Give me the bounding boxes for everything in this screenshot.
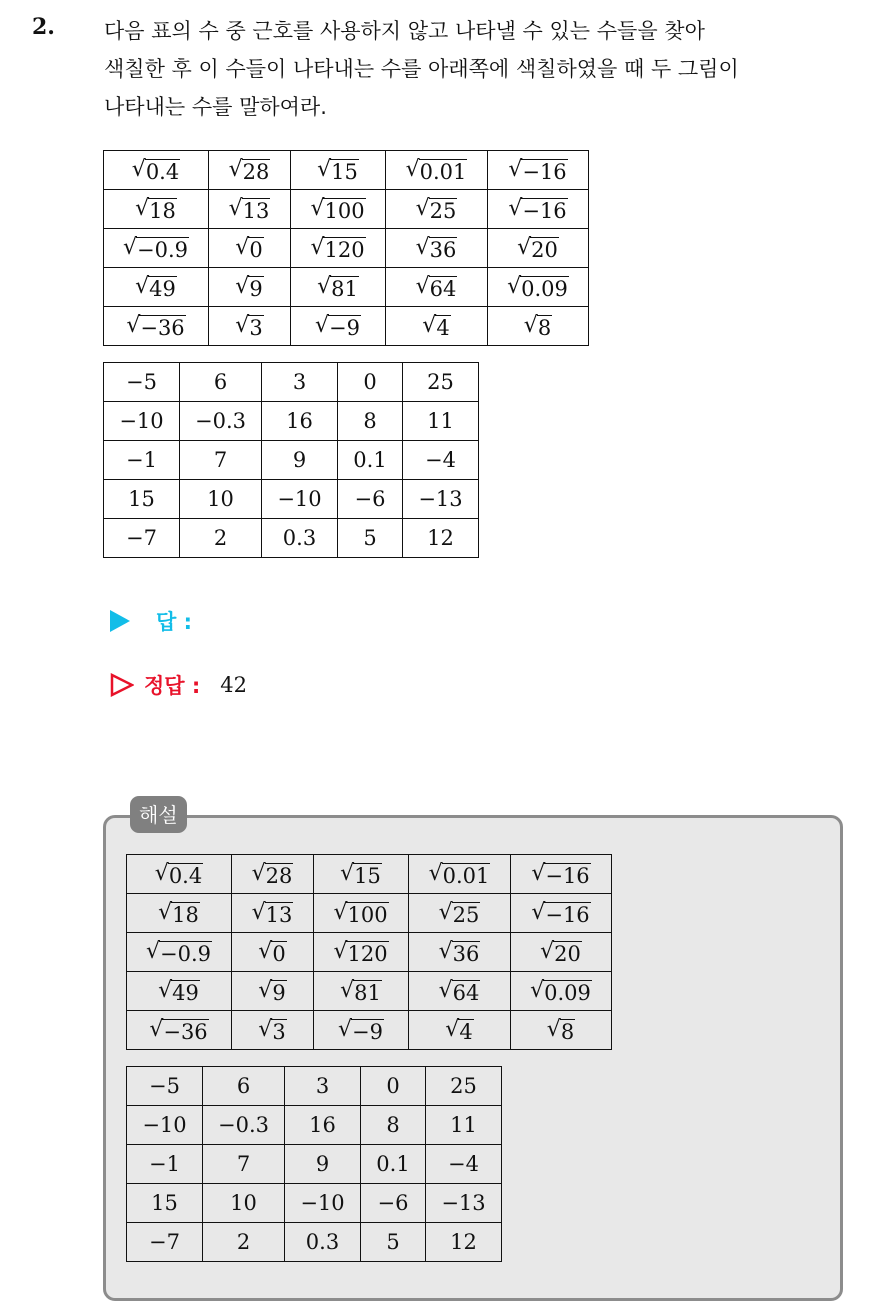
- table-cell: [209, 268, 291, 307]
- radical-sign-icon: √: [517, 234, 532, 260]
- radical-sign-icon: √: [523, 312, 538, 338]
- sqrt-expression: [415, 234, 458, 262]
- table-row: [127, 1011, 612, 1050]
- table-cell: 2: [203, 1223, 285, 1262]
- sqrt-expression: [508, 156, 567, 184]
- table-cell: 0.3: [262, 519, 338, 558]
- sqrt-expression: [310, 195, 365, 223]
- sqrt-expression: [415, 273, 458, 301]
- table-cell: [291, 151, 386, 190]
- sqrt-expression: [531, 899, 590, 927]
- radical-sign-icon: √: [546, 1016, 561, 1042]
- table-cell: 2: [180, 519, 262, 558]
- question-line: 색칠한 후 이 수들이 나타내는 수를 아래쪽에 색칠하였을 때 두 그림이: [104, 57, 739, 81]
- sqrt-expression: [422, 312, 450, 340]
- sqrt-expression: [315, 312, 361, 340]
- radical-sign-icon: √: [438, 977, 453, 1003]
- radical-sign-icon: √: [508, 195, 523, 221]
- radicand: 64: [429, 276, 457, 301]
- radical-sign-icon: √: [415, 273, 430, 299]
- radicand: 18: [149, 198, 176, 223]
- radical-sign-icon: √: [507, 273, 522, 299]
- radical-sign-icon: √: [251, 899, 266, 925]
- table-cell: 12: [426, 1223, 502, 1262]
- table-cell: [386, 307, 488, 346]
- table-cell: −10: [127, 1106, 203, 1145]
- radicand: 49: [149, 276, 176, 301]
- table-row: [127, 1067, 502, 1106]
- table-cell: [104, 151, 209, 190]
- table-cell: −7: [127, 1223, 203, 1262]
- table-cell: 5: [361, 1223, 426, 1262]
- table-cell: −10: [262, 480, 338, 519]
- table-cell: [232, 933, 314, 972]
- radicand: 25: [452, 902, 480, 927]
- table-cell: [488, 307, 589, 346]
- sqrt-expression: [428, 860, 491, 888]
- table-cell: [232, 855, 314, 894]
- radicand: −16: [545, 902, 590, 927]
- radical-sign-icon: √: [145, 938, 161, 964]
- table-cell: [488, 190, 589, 229]
- table-cell: −10: [104, 402, 180, 441]
- table-cell: 10: [203, 1184, 285, 1223]
- radical-sign-icon: √: [135, 195, 150, 221]
- play-triangle-icon: [110, 610, 130, 632]
- sqrt-expression: [131, 156, 180, 184]
- sqrt-expression: [507, 273, 569, 301]
- radicand: 9: [272, 980, 286, 1005]
- table-cell: 10: [180, 480, 262, 519]
- table-cell: [127, 894, 232, 933]
- radicand: −0.9: [137, 237, 189, 262]
- table-row: [104, 363, 479, 402]
- radical-sign-icon: √: [333, 938, 348, 964]
- table-cell: [409, 894, 511, 933]
- table-cell: [127, 855, 232, 894]
- radicand: 20: [554, 941, 581, 966]
- radicand: 18: [172, 902, 199, 927]
- radical-sign-icon: √: [445, 1016, 460, 1042]
- explanation-number-table: [126, 1066, 502, 1262]
- table-cell: 25: [426, 1067, 502, 1106]
- table-cell: [488, 229, 589, 268]
- radicand: −16: [545, 863, 590, 888]
- sqrt-expression: [405, 156, 468, 184]
- sqrt-expression: [228, 195, 271, 223]
- table-row: [127, 855, 612, 894]
- table-row: [127, 1106, 502, 1145]
- table-cell: −7: [104, 519, 180, 558]
- table-cell: [314, 894, 409, 933]
- radicand: 36: [429, 237, 457, 262]
- radical-sign-icon: √: [251, 860, 266, 886]
- table-cell: [409, 855, 511, 894]
- sqrt-expression: [235, 234, 263, 262]
- table-cell: −6: [361, 1184, 426, 1223]
- table-cell: −4: [426, 1145, 502, 1184]
- radical-sign-icon: √: [338, 1016, 353, 1042]
- table-row: [104, 268, 589, 307]
- table-cell: [127, 933, 232, 972]
- table-cell: [488, 151, 589, 190]
- radical-sign-icon: √: [310, 234, 325, 260]
- radicand: 20: [531, 237, 558, 262]
- table-cell: 11: [403, 402, 479, 441]
- table-cell: −1: [104, 441, 180, 480]
- table-row: [127, 1145, 502, 1184]
- table-cell: [386, 151, 488, 190]
- radical-sign-icon: √: [235, 312, 250, 338]
- sqrt-expression: [310, 234, 365, 262]
- radical-sign-icon: √: [258, 1016, 273, 1042]
- radical-sign-icon: √: [405, 156, 420, 182]
- radicand: 28: [265, 863, 293, 888]
- table-cell: [314, 855, 409, 894]
- sqrt-expression: [445, 1016, 473, 1044]
- sqrt-expression: [126, 312, 185, 340]
- table-cell: [511, 972, 612, 1011]
- radical-sign-icon: √: [531, 899, 546, 925]
- table-cell: −13: [403, 480, 479, 519]
- radicand: 0.4: [145, 159, 180, 184]
- sqrt-expression: [438, 977, 481, 1005]
- table-row: [104, 519, 479, 558]
- sqrt-expression: [517, 234, 559, 262]
- sqrt-expression: [317, 273, 359, 301]
- table-cell: −5: [127, 1067, 203, 1106]
- table-cell: 3: [262, 363, 338, 402]
- radicand: −9: [329, 315, 360, 340]
- radicand: 15: [354, 863, 381, 888]
- table-row: [127, 972, 612, 1011]
- table-row: [104, 307, 589, 346]
- table-cell: [488, 268, 589, 307]
- table-row: [104, 151, 589, 190]
- sqrt-expression: [340, 860, 382, 888]
- table-cell: 8: [338, 402, 403, 441]
- radical-sign-icon: √: [438, 899, 453, 925]
- radicand: 8: [537, 315, 552, 340]
- table-row: [127, 1184, 502, 1223]
- sqrt-expression: [149, 1016, 208, 1044]
- radical-sign-icon: √: [235, 234, 250, 260]
- table-cell: [386, 190, 488, 229]
- table-cell: −4: [403, 441, 479, 480]
- question-number: 2.: [32, 14, 55, 40]
- radical-sign-icon: √: [228, 156, 243, 182]
- radical-sign-icon: √: [228, 195, 243, 221]
- radical-sign-icon: √: [315, 312, 330, 338]
- radical-sign-icon: √: [154, 860, 169, 886]
- table-cell: 12: [403, 519, 479, 558]
- table-cell: [209, 307, 291, 346]
- table-cell: [104, 268, 209, 307]
- table-row: [127, 933, 612, 972]
- radicand: 0.09: [544, 980, 591, 1005]
- table-row: [104, 402, 479, 441]
- table-cell: 15: [127, 1184, 203, 1223]
- radicand: 4: [459, 1019, 473, 1044]
- sqrt-expression: [415, 195, 458, 223]
- table-cell: [409, 1011, 511, 1050]
- table-row: [127, 1223, 502, 1262]
- table-cell: 0.1: [338, 441, 403, 480]
- sqrt-expression: [228, 156, 271, 184]
- radical-sign-icon: √: [258, 977, 273, 1003]
- table-cell: [511, 894, 612, 933]
- radical-sign-icon: √: [126, 312, 141, 338]
- table-cell: [127, 1011, 232, 1050]
- table-cell: −10: [285, 1184, 361, 1223]
- question-line: 다음 표의 수 중 근호를 사용하지 않고 나타낼 수 있는 수들을 찾아: [104, 19, 705, 43]
- radicand: −36: [163, 1019, 208, 1044]
- radical-sign-icon: √: [333, 899, 348, 925]
- radicand: −16: [522, 159, 567, 184]
- table-cell: −13: [426, 1184, 502, 1223]
- table-cell: 0.3: [285, 1223, 361, 1262]
- table-cell: [409, 933, 511, 972]
- radical-sign-icon: √: [158, 977, 173, 1003]
- sqrt-expression: [135, 195, 177, 223]
- table-cell: [511, 1011, 612, 1050]
- radicand: 81: [354, 980, 381, 1005]
- sqrt-expression: [145, 938, 212, 966]
- table-cell: 6: [203, 1067, 285, 1106]
- radical-sign-icon: √: [149, 1016, 164, 1042]
- table-cell: [104, 307, 209, 346]
- solution-label: 정답 :: [144, 674, 201, 698]
- radicand: 0.01: [419, 159, 467, 184]
- radicand: 28: [242, 159, 270, 184]
- sqrt-expression: [158, 899, 200, 927]
- table-cell: [386, 229, 488, 268]
- solution-value: 42: [220, 673, 248, 697]
- table-row: [104, 190, 589, 229]
- table-cell: [314, 972, 409, 1011]
- table-cell: 0.1: [361, 1145, 426, 1184]
- table-cell: 16: [262, 402, 338, 441]
- table-cell: 0: [361, 1067, 426, 1106]
- table-cell: [209, 151, 291, 190]
- radicand: 15: [331, 159, 358, 184]
- table-cell: −0.3: [180, 402, 262, 441]
- table-cell: [104, 190, 209, 229]
- radical-sign-icon: √: [258, 938, 273, 964]
- number-table: [103, 362, 479, 558]
- table-row: [104, 441, 479, 480]
- explanation-tag: 해설: [130, 796, 187, 833]
- table-cell: [291, 307, 386, 346]
- table-cell: [232, 1011, 314, 1050]
- radical-sign-icon: √: [415, 234, 430, 260]
- table-row: [127, 894, 612, 933]
- table-cell: 6: [180, 363, 262, 402]
- table-cell: [232, 972, 314, 1011]
- radical-sign-icon: √: [317, 156, 332, 182]
- sqrt-expression: [251, 899, 294, 927]
- question-line: 나타내는 수를 말하여라.: [104, 95, 327, 119]
- sqrt-expression: [317, 156, 359, 184]
- radicand: 13: [242, 198, 270, 223]
- table-cell: [232, 894, 314, 933]
- table-cell: [291, 268, 386, 307]
- answer-label: 답 :: [156, 610, 192, 634]
- radicand: 25: [429, 198, 457, 223]
- table-cell: 15: [104, 480, 180, 519]
- sqrt-expression: [438, 899, 481, 927]
- sqrt-expression: [258, 1016, 286, 1044]
- radical-sign-icon: √: [122, 234, 138, 260]
- radical-sign-icon: √: [158, 899, 173, 925]
- radical-sign-icon: √: [531, 860, 546, 886]
- radicand: 0: [272, 941, 286, 966]
- explanation-radical-table: [126, 854, 612, 1050]
- table-cell: 0: [338, 363, 403, 402]
- sqrt-expression: [531, 860, 590, 888]
- sqrt-expression: [546, 1016, 575, 1044]
- radical-sign-icon: √: [428, 860, 443, 886]
- table-cell: [104, 229, 209, 268]
- table-cell: [209, 229, 291, 268]
- radicand: 4: [436, 315, 450, 340]
- sqrt-expression: [333, 938, 388, 966]
- radicand: 100: [347, 902, 388, 927]
- radical-sign-icon: √: [131, 156, 146, 182]
- table-cell: 7: [203, 1145, 285, 1184]
- table-cell: [409, 972, 511, 1011]
- radical-sign-icon: √: [508, 156, 523, 182]
- radicand: 8: [560, 1019, 575, 1044]
- radicand: 64: [452, 980, 480, 1005]
- sqrt-expression: [135, 273, 177, 301]
- sqrt-expression: [235, 273, 263, 301]
- radical-table: [103, 150, 589, 346]
- sqrt-expression: [158, 977, 200, 1005]
- radicand: 0: [249, 237, 263, 262]
- radicand: 0.09: [521, 276, 568, 301]
- radicand: −16: [522, 198, 567, 223]
- radical-sign-icon: √: [135, 273, 150, 299]
- table-cell: [291, 190, 386, 229]
- radical-sign-icon: √: [415, 195, 430, 221]
- table-cell: [511, 855, 612, 894]
- sqrt-expression: [333, 899, 388, 927]
- table-row: [104, 480, 479, 519]
- radicand: 0.01: [442, 863, 490, 888]
- radicand: −9: [352, 1019, 383, 1044]
- radicand: 36: [452, 941, 480, 966]
- radical-sign-icon: √: [340, 860, 355, 886]
- radicand: 100: [324, 198, 365, 223]
- solution-row: [110, 670, 247, 700]
- radical-sign-icon: √: [438, 938, 453, 964]
- sqrt-expression: [438, 938, 481, 966]
- table-cell: 25: [403, 363, 479, 402]
- sqrt-expression: [340, 977, 382, 1005]
- radical-sign-icon: √: [235, 273, 250, 299]
- sqrt-expression: [235, 312, 263, 340]
- table-cell: 9: [262, 441, 338, 480]
- table-cell: [314, 1011, 409, 1050]
- sqrt-expression: [258, 938, 286, 966]
- radical-sign-icon: √: [310, 195, 325, 221]
- table-cell: 8: [361, 1106, 426, 1145]
- table-cell: −6: [338, 480, 403, 519]
- radicand: −0.9: [160, 941, 212, 966]
- radical-sign-icon: √: [422, 312, 437, 338]
- table-cell: −0.3: [203, 1106, 285, 1145]
- sqrt-expression: [122, 234, 189, 262]
- table-cell: [127, 972, 232, 1011]
- sqrt-expression: [338, 1016, 384, 1044]
- sqrt-expression: [154, 860, 203, 888]
- sqrt-expression: [258, 977, 286, 1005]
- table-cell: 11: [426, 1106, 502, 1145]
- table-cell: 7: [180, 441, 262, 480]
- radical-sign-icon: √: [317, 273, 332, 299]
- radicand: 9: [249, 276, 263, 301]
- sqrt-expression: [530, 977, 592, 1005]
- table-cell: 9: [285, 1145, 361, 1184]
- table-row: [104, 229, 589, 268]
- sqrt-expression: [508, 195, 567, 223]
- question-text: [104, 12, 874, 126]
- radical-sign-icon: √: [340, 977, 355, 1003]
- outline-triangle-icon: [110, 673, 134, 697]
- sqrt-expression: [251, 860, 294, 888]
- table-cell: [386, 268, 488, 307]
- table-cell: [291, 229, 386, 268]
- table-cell: 3: [285, 1067, 361, 1106]
- table-cell: [511, 933, 612, 972]
- radicand: 120: [324, 237, 365, 262]
- sqrt-expression: [523, 312, 552, 340]
- answer-row: [110, 606, 192, 636]
- radicand: 49: [172, 980, 199, 1005]
- radicand: 13: [265, 902, 293, 927]
- table-cell: −5: [104, 363, 180, 402]
- radicand: 120: [347, 941, 388, 966]
- table-cell: −1: [127, 1145, 203, 1184]
- radicand: 3: [249, 315, 263, 340]
- table-cell: 16: [285, 1106, 361, 1145]
- radical-sign-icon: √: [530, 977, 545, 1003]
- radical-sign-icon: √: [540, 938, 555, 964]
- radicand: 81: [331, 276, 358, 301]
- table-cell: [209, 190, 291, 229]
- table-cell: [314, 933, 409, 972]
- radicand: 3: [272, 1019, 286, 1044]
- sqrt-expression: [540, 938, 582, 966]
- radicand: 0.4: [168, 863, 203, 888]
- table-cell: 5: [338, 519, 403, 558]
- radicand: −36: [140, 315, 185, 340]
